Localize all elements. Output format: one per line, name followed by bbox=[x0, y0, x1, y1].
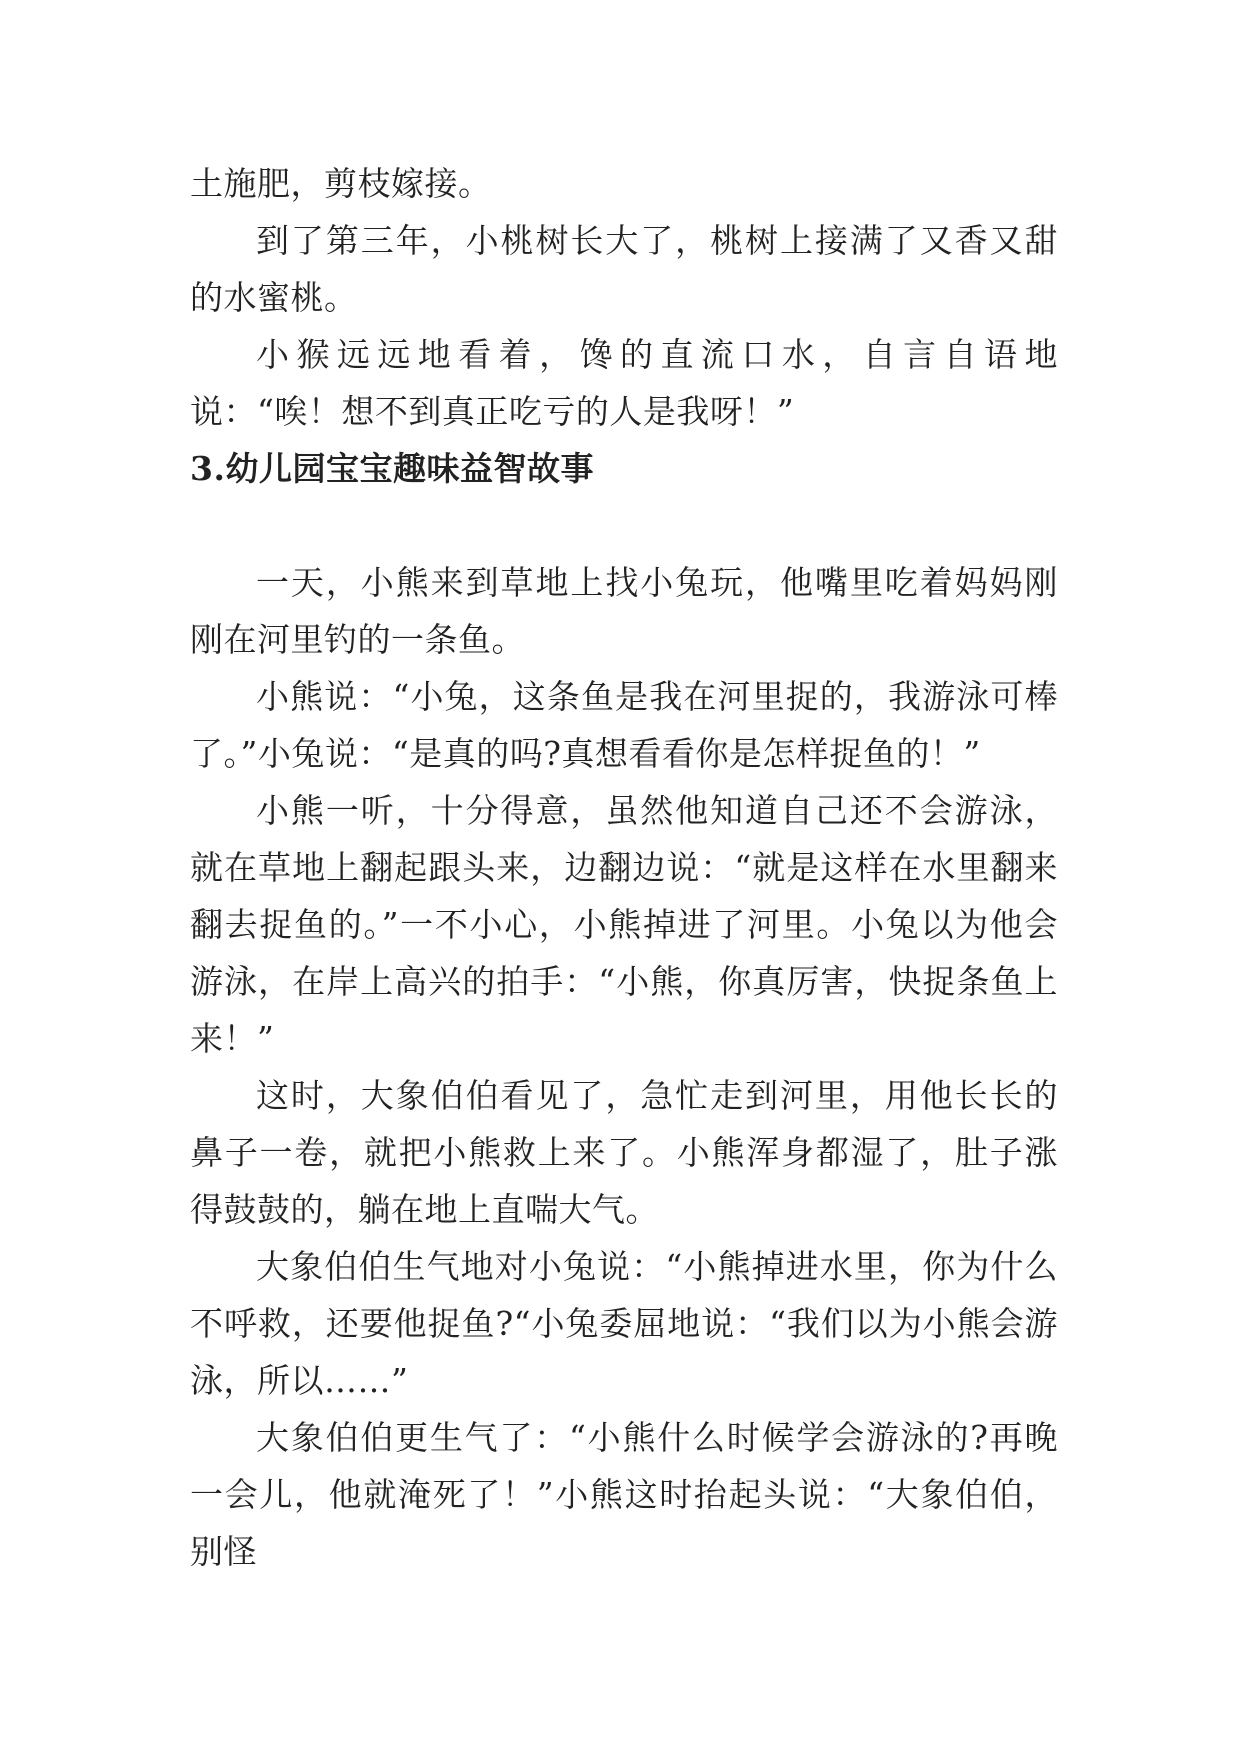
paragraph-monkey: 小猴远远地看着，馋的直流口水，自言自语地说：“唉！想不到真正吃亏的人是我呀！” bbox=[190, 335, 1058, 431]
paragraph-bear-falls: 小熊一听，十分得意，虽然他知道自己还不会游泳，就在草地上翻起跟头来，边翻边说：“就是这样在水里翻来翻去捉鱼的。”一不小心，小熊掉进了河里。小兔以为他会游泳，在岸上高兴的拍手：“小熊，你真厉害，快捉条鱼上来！” bbox=[190, 791, 1058, 1058]
paragraph-third-year: 到了第三年，小桃树长大了，桃树上接满了又香又甜的水蜜桃。 bbox=[190, 221, 1058, 317]
paragraph-elephant-rescue: 这时，大象伯伯看见了，急忙走到河里，用他长长的鼻子一卷，就把小熊救上来了。小熊浑身都湿了，肚子涨得鼓鼓的，躺在地上直喘大气。 bbox=[190, 1076, 1058, 1229]
paragraph-elephant-scolds: 大象伯伯生气地对小兔说：“小熊掉进水里，你为什么不呼救，还要他捉鱼?“小兔委屈地说：“我们以为小熊会游泳，所以……” bbox=[190, 1247, 1058, 1400]
section-heading: 3.幼儿园宝宝趣味益智故事 bbox=[190, 449, 594, 488]
blank-line bbox=[190, 497, 1058, 554]
paragraph-bear-visits: 一天，小熊来到草地上找小兔玩，他嘴里吃着妈妈刚刚在河里钓的一条鱼。 bbox=[190, 563, 1058, 659]
paragraph-bear-boasts: 小熊说：“小兔，这条鱼是我在河里捉的，我游泳可棒了。”小兔说：“是真的吗?真想看看你是怎样捉鱼的！” bbox=[190, 677, 1058, 773]
paragraph-elephant-angry: 大象伯伯更生气了：“小熊什么时候学会游泳的?再晚一会儿，他就淹死了！”小熊这时抬起头说：“大象伯伯，别怪 bbox=[190, 1418, 1058, 1571]
paragraph-continuation: 土施肥，剪枝嫁接。 bbox=[190, 164, 492, 203]
document-body bbox=[190, 155, 1058, 1580]
